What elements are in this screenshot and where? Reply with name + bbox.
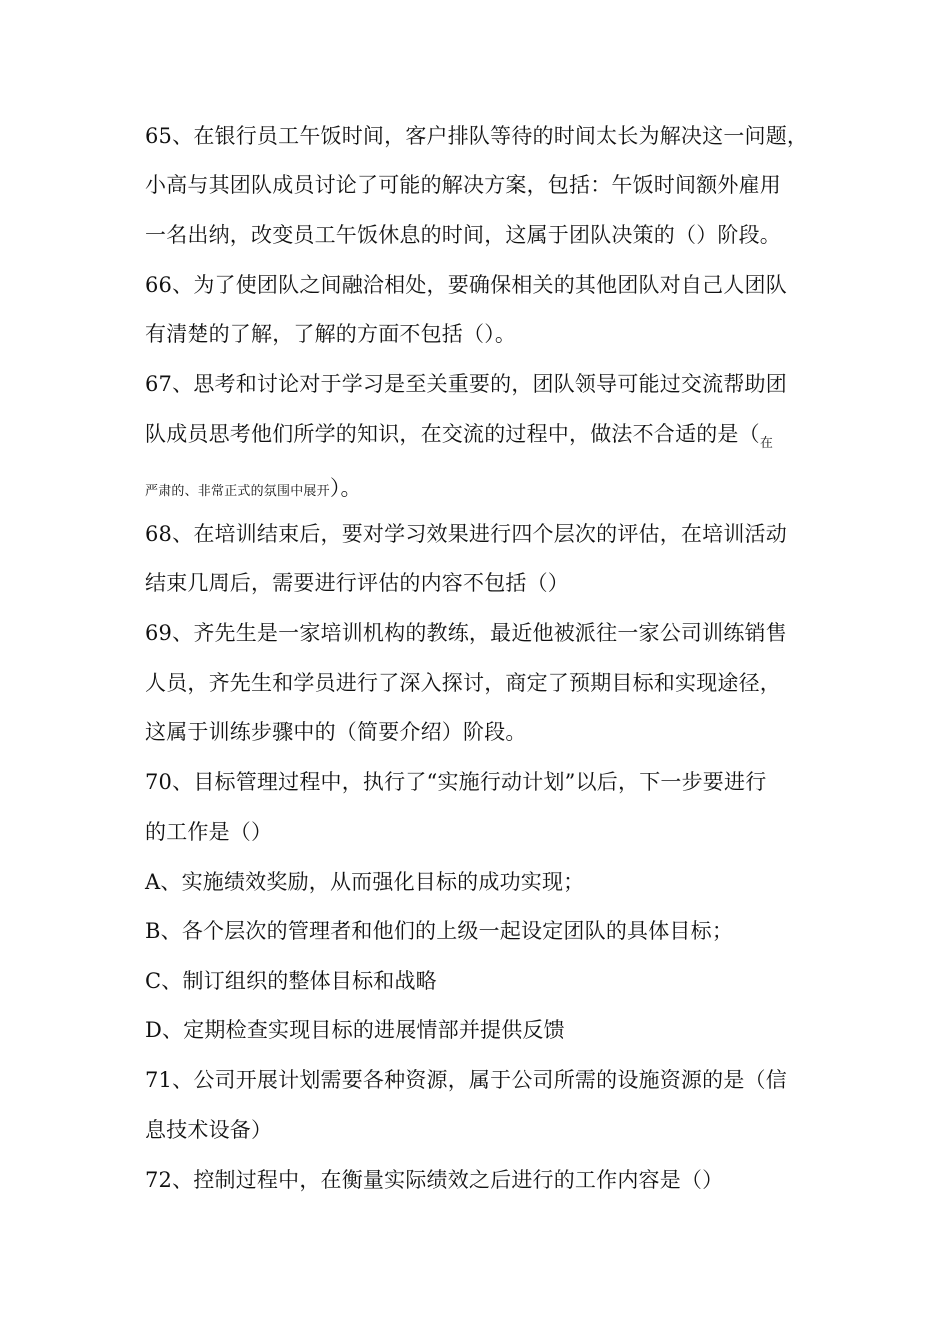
q68-line-2: 结束几周后，需要进行评估的内容不包括（）	[145, 571, 569, 595]
q70-line-1: 70、目标管理过程中，执行了“实施行动计划”以后，下一步要进行	[145, 770, 767, 794]
q66-line-1: 66、为了使团队之间融洽相处，要确保相关的其他团队对自己人团队	[145, 273, 787, 297]
q70-option-b: B、各个层次的管理者和他们的上级一起设定团队的具体目标；	[145, 919, 734, 943]
q69-line-2: 人员，齐先生和学员进行了深入探讨，商定了预期目标和实现途径，	[145, 671, 781, 695]
q70-option-a: A、实施绩效奖励，从而强化目标的成功实现；	[145, 870, 585, 894]
q69-line-3: 这属于训练步骤中的（简要介绍）阶段。	[145, 720, 527, 744]
q67-line-3	[145, 474, 815, 502]
q71-line-1: 71、公司开展计划需要各种资源，属于公司所需的设施资源的是（信	[145, 1068, 787, 1092]
q71-line-2: 息技术设备）	[145, 1118, 273, 1142]
q65-line-3: 一名出纳，改变员工午饭休息的时间，这属于团队决策的（）阶段。	[145, 223, 781, 247]
q68-line-1: 68、在培训结束后，要对学习效果进行四个层次的评估，在培训活动	[145, 522, 787, 546]
q67-answer-text: 严肃的、非常正式的氛围中展开	[145, 484, 330, 499]
q69-line-1: 69、齐先生是一家培训机构的教练，最近他被派往一家公司训练销售	[145, 621, 787, 645]
q70-option-c: C、制订组织的整体目标和战略	[145, 969, 437, 993]
q67-line-2	[145, 420, 815, 452]
q67-line-2-text: 队成员思考他们所学的知识，在交流的过程中，做法不合适的是（	[145, 422, 760, 446]
q67-answer-end: ）。	[329, 476, 362, 500]
q70-line-2: 的工作是（）	[145, 820, 273, 844]
q67-line-1: 67、思考和讨论对于学习是至关重要的，团队领导可能过交流帮助团	[145, 372, 787, 396]
q67-answer-start: 在	[759, 436, 774, 451]
q70-option-d: D、定期检查实现目标的进展情部并提供反馈	[145, 1018, 565, 1042]
q65-line-2: 小高与其团队成员讨论了可能的解决方案，包括：午饭时间额外雇用	[145, 173, 781, 197]
q65-line-1: 65、在银行员工午饭时间，客户排队等待的时间太长为解决这一问题，	[145, 124, 809, 148]
q66-line-2: 有清楚的了解，了解的方面不包括（）。	[145, 322, 517, 346]
q72-line-1: 72、控制过程中，在衡量实际绩效之后进行的工作内容是（）	[145, 1168, 724, 1192]
